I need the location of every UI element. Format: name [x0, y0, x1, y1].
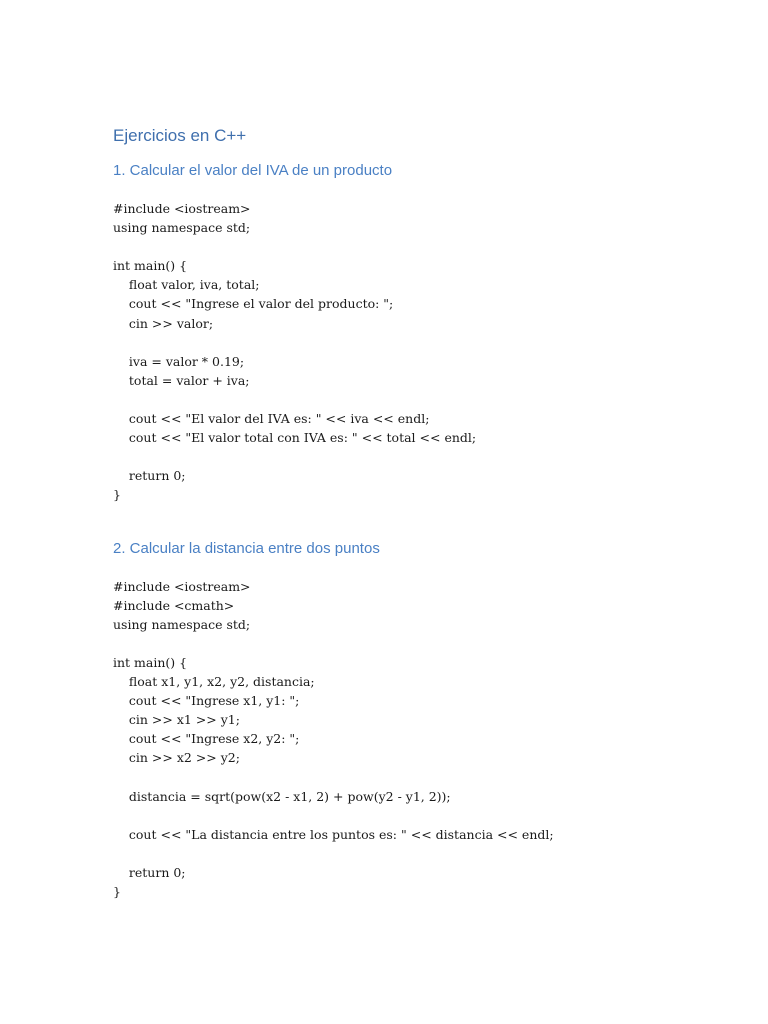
code-line: return 0;	[113, 468, 186, 484]
code-line	[113, 844, 713, 863]
code-line: distancia = sqrt(pow(x2 - x1, 2) + pow(y2 - y1, 2));	[113, 788, 451, 804]
code-line: cout << "Ingrese x1, y1: ";	[113, 693, 300, 709]
code-line: using namespace std;	[113, 616, 251, 632]
code-line: cout << "La distancia entre los puntos es: " << distancia << endl;	[113, 826, 554, 842]
code-line	[113, 237, 713, 256]
code-line: total = valor + iva;	[113, 372, 250, 388]
code-line: int main() {	[113, 654, 188, 670]
code-line: #include <cmath>	[113, 597, 235, 613]
code-line: float x1, y1, x2, y2, distancia;	[113, 673, 315, 689]
code-line: cin >> valor;	[113, 315, 214, 331]
code-line: cout << "Ingrese x2, y2: ";	[113, 731, 300, 747]
code-line: using namespace std;	[113, 220, 251, 236]
code-line: cout << "Ingrese el valor del producto: ";	[113, 296, 394, 312]
code-line: cin >> x1 >> y1;	[113, 712, 240, 728]
document-title: Ejercicios en C++	[113, 126, 247, 145]
section-heading-iva: 1. Calcular el valor del IVA de un producto	[113, 162, 393, 179]
code-line	[113, 390, 713, 409]
code-block-iva	[113, 199, 713, 505]
code-line: return 0;	[113, 864, 186, 880]
document-content	[113, 124, 713, 901]
code-line: }	[113, 884, 121, 899]
code-line	[113, 634, 713, 653]
code-line	[113, 447, 713, 466]
code-line	[113, 806, 713, 825]
section-heading-distancia: 2. Calcular la distancia entre dos puntos	[113, 539, 380, 557]
code-line: cin >> x2 >> y2;	[113, 750, 240, 766]
code-line: #include <iostream>	[113, 578, 251, 594]
code-line: cout << "El valor del IVA es: " << iva << endl;	[113, 411, 430, 427]
code-block-distancia	[113, 577, 713, 902]
code-line: #include <iostream>	[113, 201, 251, 216]
code-line: cout << "El valor total con IVA es: " << total << endl;	[113, 430, 477, 446]
code-line: iva = valor * 0.19;	[113, 353, 245, 369]
code-line: }	[113, 487, 121, 503]
code-line: float valor, iva, total;	[113, 277, 260, 293]
code-line: int main() {	[113, 258, 188, 274]
code-line	[113, 767, 713, 786]
code-line	[113, 333, 713, 352]
